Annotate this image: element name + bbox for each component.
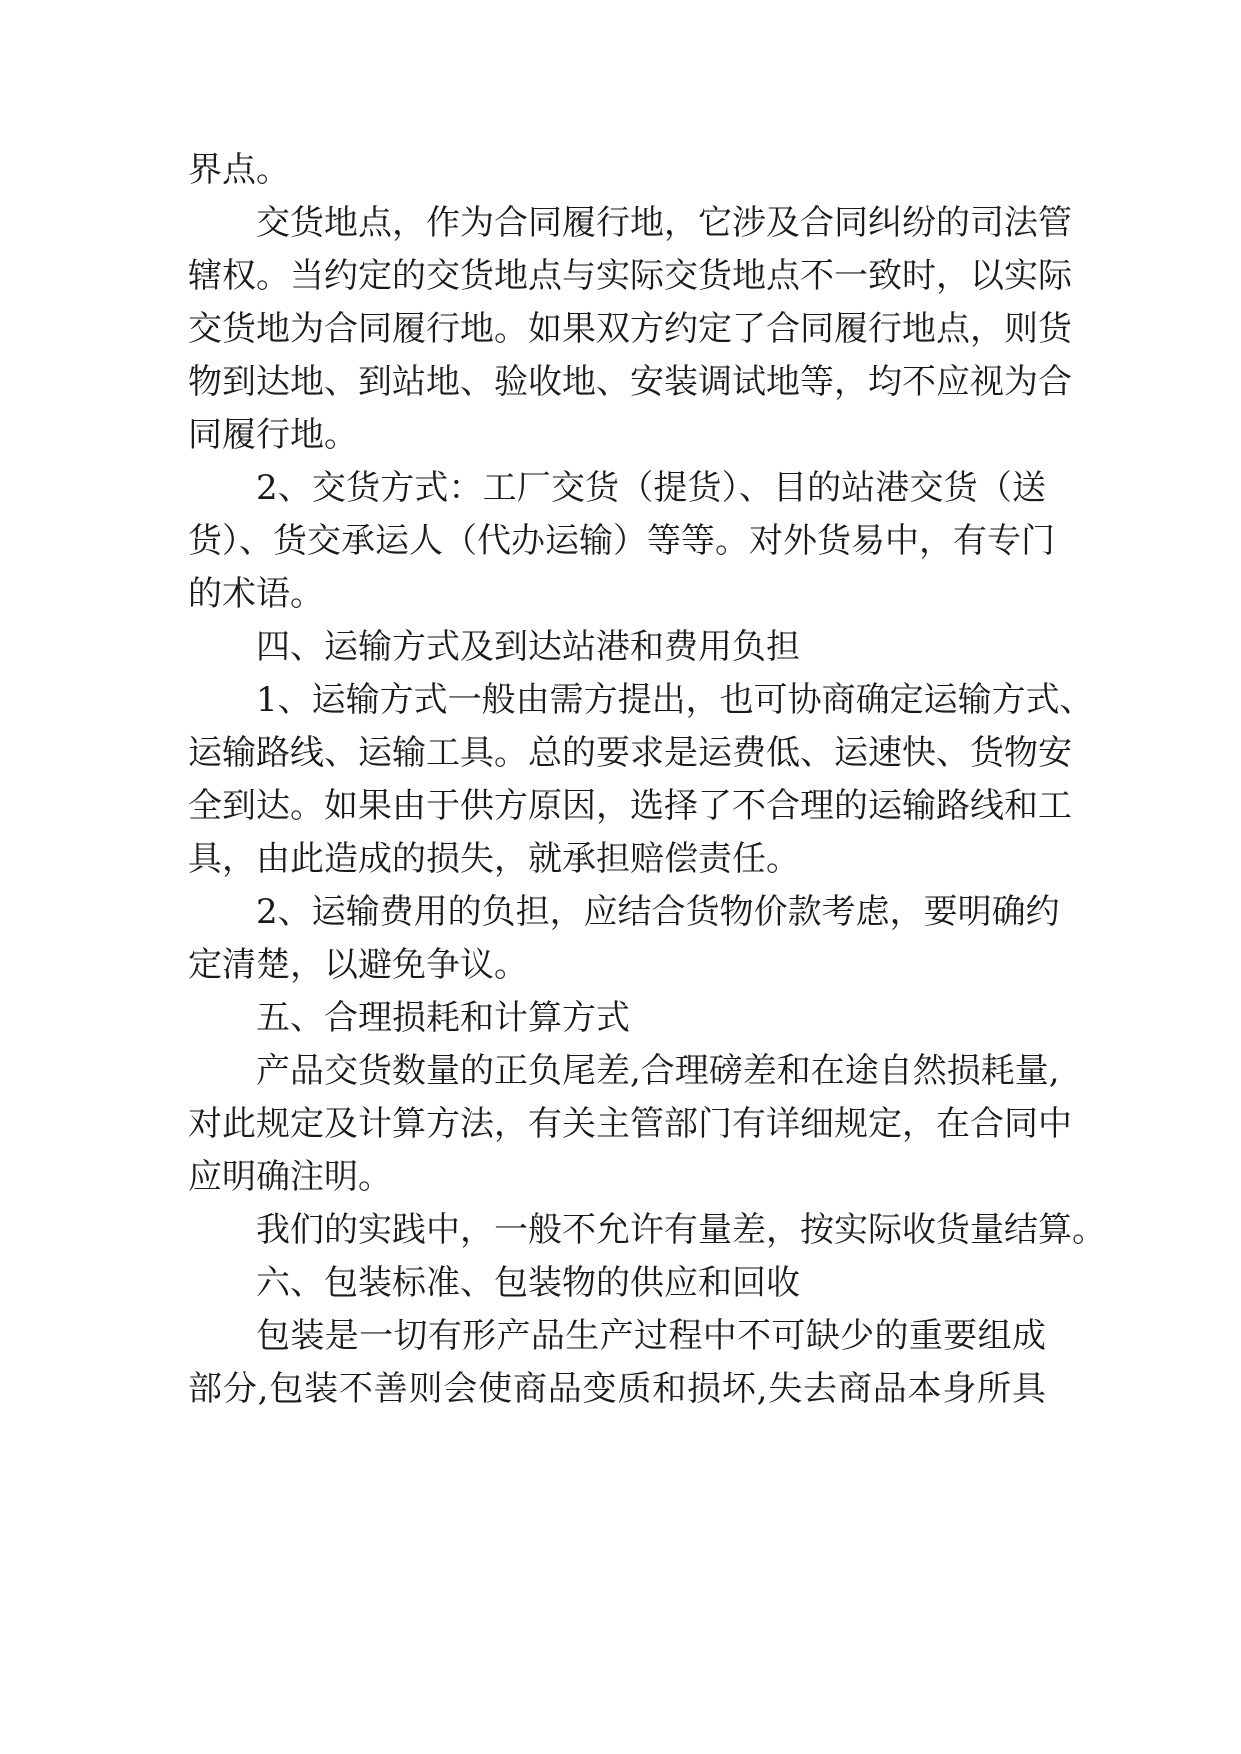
text-line: 交货地点，作为合同履行地，它涉及合同纠纷的司法管 [256,203,1072,243]
section-heading: 四、运输方式及到达站港和费用负担 [256,627,800,667]
text-line: 2、运输费用的负担，应结合货物价款考虑，要明确约 [256,892,1060,932]
text-line: 运输路线、运输工具。总的要求是运费低、运速快、货物安 [188,733,1072,773]
text-line: 的术语。 [188,574,324,614]
text-line: 物到达地、到站地、验收地、安装调试地等，均不应视为合 [188,362,1072,402]
text-line: 交货地为合同履行地。如果双方约定了合同履行地点，则货 [188,309,1072,349]
text-line: 界点。 [188,150,290,190]
text-line: 产品交货数量的正负尾差,合理磅差和在途自然损耗量, [256,1051,1060,1091]
text-line: 全到达。如果由于供方原因，选择了不合理的运输路线和工 [188,786,1072,826]
text-line: 定清楚，以避免争议。 [188,945,528,985]
text-line: 2、交货方式：工厂交货（提货）、目的站港交货（送 [256,468,1046,508]
text-line: 包装是一切有形产品生产过程中不可缺少的重要组成 [256,1316,1046,1356]
text-line: 同履行地。 [188,415,358,455]
text-line: 辖权。当约定的交货地点与实际交货地点不一致时，以实际 [188,256,1072,296]
text-line: 货）、货交承运人（代办运输）等等。对外货易中，有专门 [188,521,1055,561]
text-line: 应明确注明。 [188,1157,392,1197]
section-heading: 五、合理损耗和计算方式 [256,998,630,1038]
text-line: 部分,包装不善则会使商品变质和损坏,失去商品本身所具 [188,1369,1046,1409]
text-line: 对此规定及计算方法，有关主管部门有详细规定，在合同中 [188,1104,1072,1144]
section-heading: 六、包装标准、包装物的供应和回收 [256,1263,800,1303]
text-line: 具，由此造成的损失，就承担赔偿责任。 [188,839,800,879]
text-line: 我们的实践中，一般不允许有量差，按实际收货量结算。 [256,1210,1106,1250]
text-line: 1、运输方式一般由需方提出，也可协商确定运输方式、 [256,680,1094,720]
